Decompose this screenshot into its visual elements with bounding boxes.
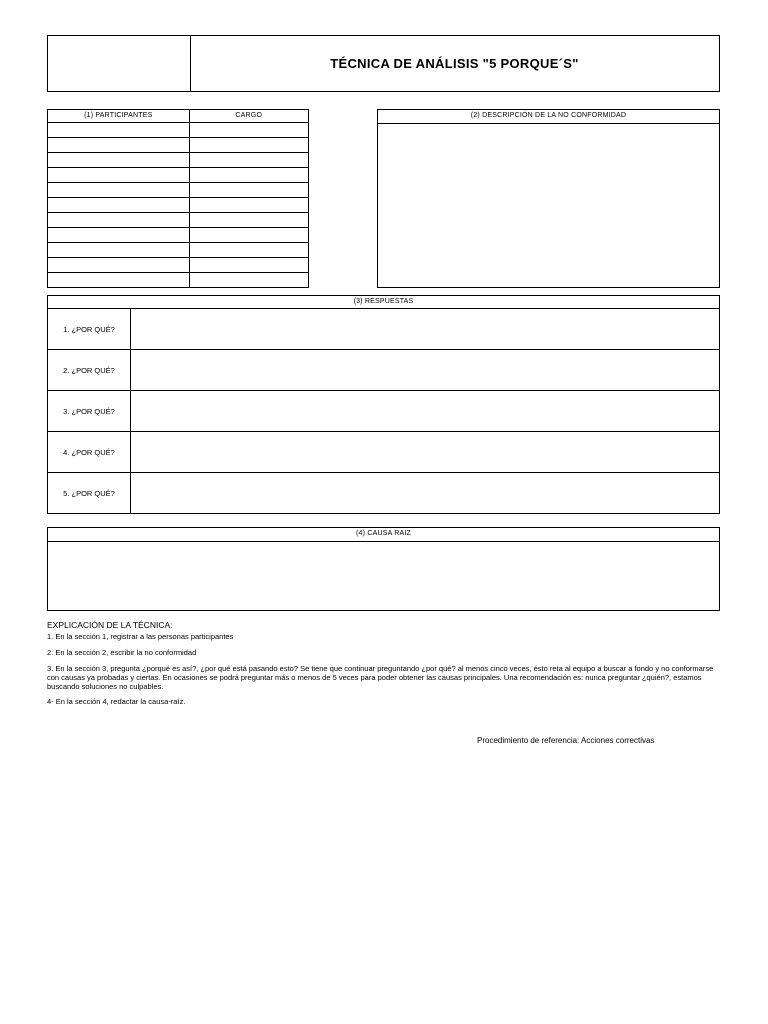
responses-header-label: (3) RESPUESTAS	[353, 298, 414, 305]
participant-cargo-field[interactable]	[189, 168, 308, 183]
description-box	[377, 109, 720, 288]
responses-header	[48, 296, 720, 309]
why-label-2	[48, 350, 131, 391]
participant-cargo-field[interactable]	[189, 198, 308, 213]
participant-name-field[interactable]	[48, 138, 190, 153]
participants-header-label: (1) PARTICIPANTES	[84, 112, 153, 119]
participant-cargo-field[interactable]	[189, 258, 308, 273]
why-label-3	[48, 391, 131, 432]
why-label-text: 1. ¿POR QUÉ?	[63, 324, 115, 334]
participant-name-field[interactable]	[48, 123, 190, 138]
why-label-text: 5. ¿POR QUÉ?	[63, 488, 115, 498]
description-header	[378, 110, 719, 124]
explanation-line-3	[47, 664, 719, 691]
participant-cargo-field[interactable]	[189, 153, 308, 168]
why-label-text: 2. ¿POR QUÉ?	[63, 365, 115, 375]
participant-name-field[interactable]	[48, 213, 190, 228]
participant-cargo-field[interactable]	[189, 243, 308, 258]
description-field[interactable]	[378, 124, 719, 287]
participant-name-field[interactable]	[48, 168, 190, 183]
why-answer-field-3[interactable]	[131, 391, 720, 432]
participants-header	[48, 110, 190, 123]
participant-name-field[interactable]	[48, 153, 190, 168]
root-cause-box	[47, 527, 720, 611]
why-label-5	[48, 473, 131, 514]
explanation-line-2-text: 2. En la sección 2, escribir la no conformidad	[47, 648, 197, 657]
participant-cargo-field[interactable]	[189, 183, 308, 198]
why-answer-field-1[interactable]	[131, 309, 720, 350]
explanation-heading	[47, 621, 719, 630]
participant-name-field[interactable]	[48, 273, 190, 288]
participant-cargo-field[interactable]	[189, 138, 308, 153]
participant-name-field[interactable]	[48, 228, 190, 243]
participant-cargo-field[interactable]	[189, 228, 308, 243]
why-answer-field-4[interactable]	[131, 432, 720, 473]
page-title-text: TÉCNICA DE ANÁLISIS "5 PORQUE´S"	[330, 56, 579, 71]
root-cause-header-label: (4) CAUSA RAIZ	[356, 530, 411, 537]
logo-cell	[48, 36, 191, 91]
page-title	[190, 36, 719, 91]
participant-name-field[interactable]	[48, 198, 190, 213]
why-label-text: 4. ¿POR QUÉ?	[63, 447, 115, 457]
explanation-line-4	[47, 697, 719, 706]
explanation-line-3-text: 3. En la sección 3, pregunta ¿porqué es así?, ¿por qué está pasando esto? Se tiene que continuar preguntando ¿por qué? al menos cinco veces, ésto reta al equipo a buscar a fondo y no conformarse con causas ya probadas y ciertas. En ocasiones se podrá preguntar más o menos de 5 veces para poder obtener las causas principales. Una recomendación es: nunca preguntar ¿quién?, estamos buscando soluciones no culpables.	[47, 664, 714, 691]
cargo-header-label: CARGO	[235, 112, 263, 119]
reference-procedure	[477, 736, 654, 745]
responses-table	[47, 295, 720, 514]
why-label-4	[48, 432, 131, 473]
why-answer-field-5[interactable]	[131, 473, 720, 514]
reference-procedure-text: Procedimiento de referencia: Acciones correctivas	[477, 736, 655, 745]
explanation-line-1-text: 1. En la sección 1, registrar a las personas participantes	[47, 632, 234, 641]
why-label-1	[48, 309, 131, 350]
participant-name-field[interactable]	[48, 243, 190, 258]
participant-cargo-field[interactable]	[189, 213, 308, 228]
explanation-line-4-text: 4- En la sección 4, redactar la causa-raíz.	[47, 697, 186, 706]
why-label-text: 3. ¿POR QUÉ?	[63, 406, 115, 416]
participant-name-field[interactable]	[48, 258, 190, 273]
why-answer-field-2[interactable]	[131, 350, 720, 391]
participant-cargo-field[interactable]	[189, 273, 308, 288]
title-box	[47, 35, 720, 92]
explanation-line-1	[47, 632, 719, 641]
root-cause-header	[48, 528, 719, 542]
cargo-header	[189, 110, 308, 123]
participant-name-field[interactable]	[48, 183, 190, 198]
description-header-label: (2) DESCRIPCIÓN DE LA NO CONFORMIDAD	[470, 112, 627, 119]
explanation-heading-text: EXPLICACIÓN DE LA TÉCNICA:	[47, 620, 173, 630]
participant-cargo-field[interactable]	[189, 123, 308, 138]
explanation-line-2	[47, 648, 719, 657]
participants-table	[47, 109, 309, 288]
root-cause-field[interactable]	[48, 542, 719, 610]
